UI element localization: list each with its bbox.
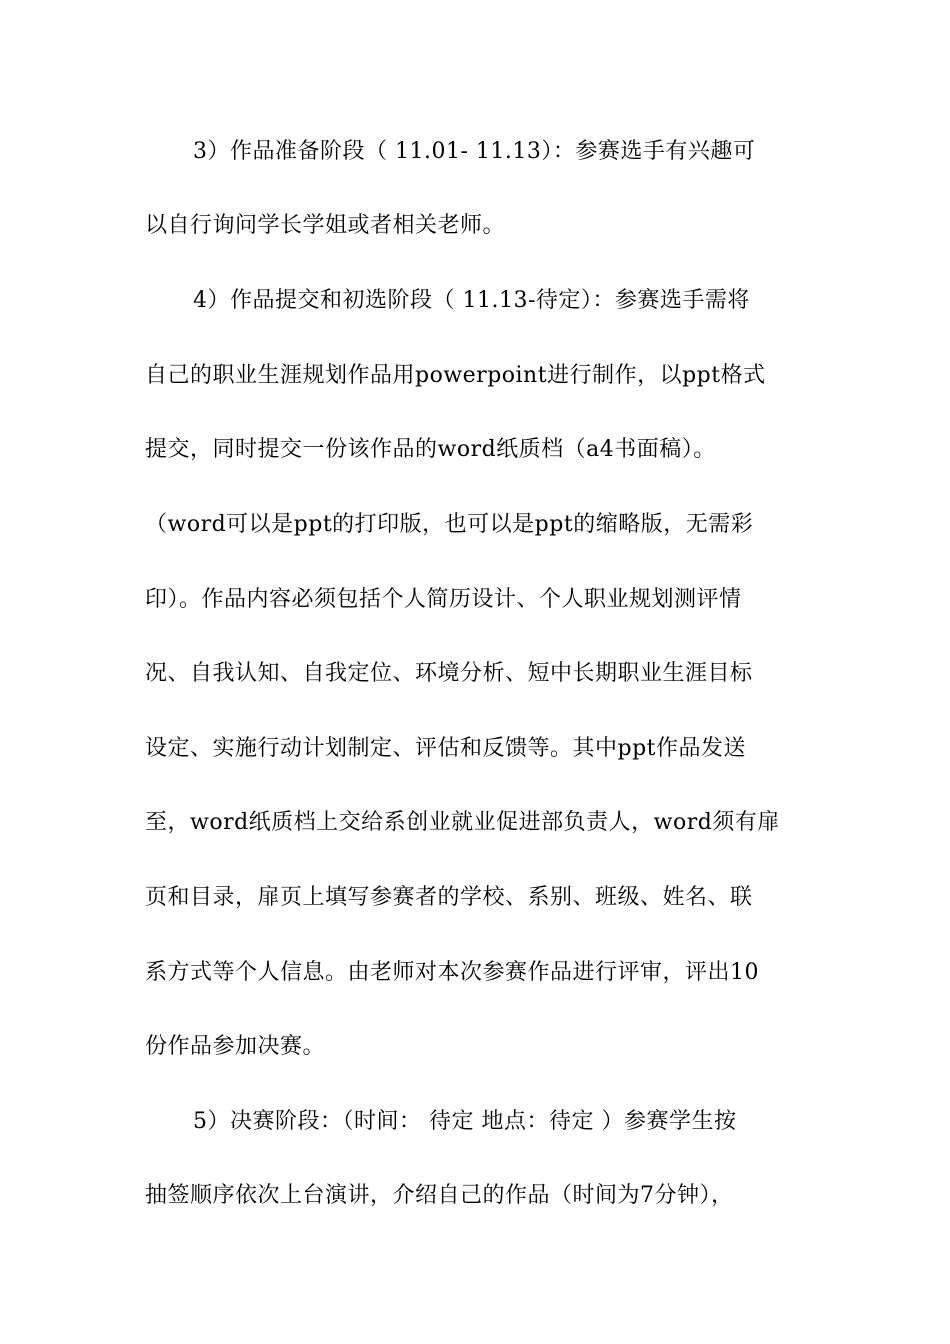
paragraph-4-line-5: 印）。作品内容必须包括个人简历设计、个人职业规划测评情 [145,587,742,612]
paragraph-5-line-2: 抽签顺序依次上台演讲，介绍自己的作品（时间为7分钟）， [145,1183,734,1208]
paragraph-4-line-10: 系方式等个人信息。由老师对本次参赛作品进行评审，评出10 [145,960,759,985]
paragraph-4-line-6: 况、自我认知、自我定位、环境分析、短中长期职业生涯目标 [145,661,753,686]
paragraph-3-line-1: 3）作品准备阶段（ 11.01- 11.13）：参赛选手有兴趣可 [193,139,756,164]
paragraph-5-line-1: 5）决赛阶段：（时间： 待定 地点：待定 ）参赛学生按 [193,1109,737,1134]
paragraph-4-line-9: 页和目录，扉页上填写参赛者的学校、系别、班级、姓名、联 [145,885,753,910]
paragraph-4-line-3: 提交，同时提交一份该作品的word纸质档（a4书面稿）。 [145,437,716,462]
paragraph-4-line-2: 自己的职业生涯规划作品用powerpoint进行制作，以ppt格式 [145,363,766,388]
paragraph-4-line-8: 至，word纸质档上交给系创业就业促进部负责人，word须有扉 [145,810,780,835]
paragraph-4-line-11: 份作品参加决赛。 [145,1034,326,1059]
paragraph-4-line-1: 4）作品提交和初选阶段（ 11.13-待定）：参赛选手需将 [193,288,750,313]
paragraph-4-line-7: 设定、实施行动计划制定、评估和反馈等。其中ppt作品发送 [145,736,747,761]
paragraph-4-line-4: （word可以是ppt的打印版，也可以是ppt的缩略版，无需彩 [145,512,754,537]
paragraph-3-line-2: 以自行询问学长学姐或者相关老师。 [145,213,506,238]
